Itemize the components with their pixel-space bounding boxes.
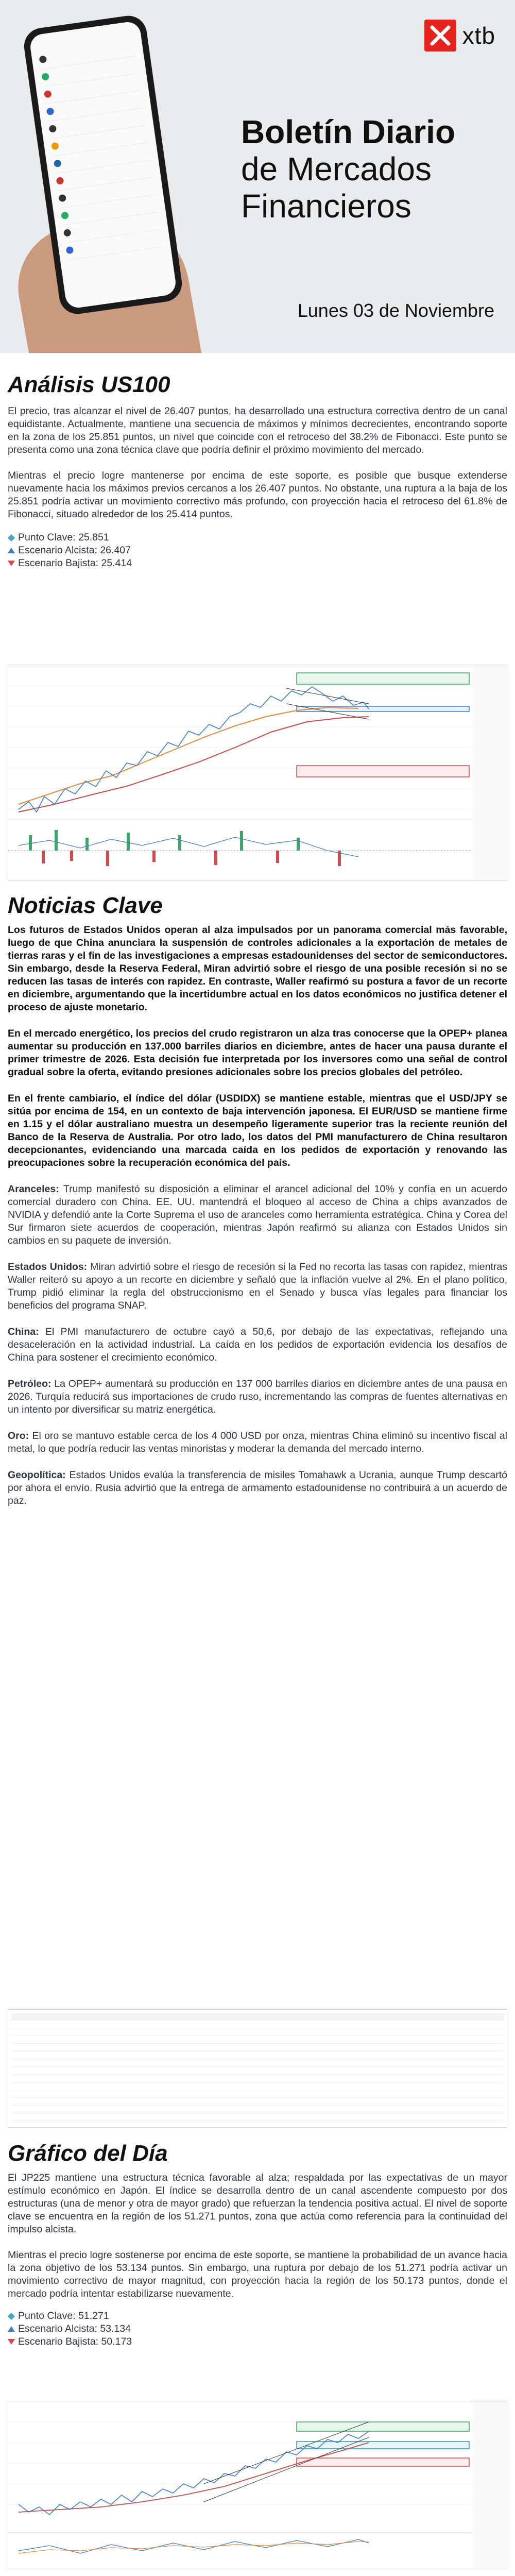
bulletin-date: Lunes 03 de Noviembre bbox=[297, 300, 494, 321]
news-item-text: La OPEP+ aumentará su producción en 137 000 barriles diarios en diciembre antes de una pausa en 2026. Turquía reducirá sus importaciones de crudo ruso, incrementando las compras de fuentes alternativas en un intento por diversificar su matriz energética. bbox=[8, 1378, 507, 1415]
bear-level bbox=[8, 2335, 507, 2348]
news-paragraph-1: Los futuros de Estados Unidos operan al alza impulsados por un panorama comercial más favorable, luego de que China anunciara la suspensión de controles adicionales a la exportación de metales de tierras raras y el fin de las investigaciones a empresas estadounidenses del sector de semiconductores. Sin embargo, desde la Reserva Federal, Miran advirtió sobre el riesgo de una posible recesión si no se reducen las tasas de interés con rapidez. En contraste, Waller reafirmó su postura a favor de un recorte en diciembre, argumentando que la incertidumbre actual en los datos económicos no justifica detener el proceso de ajuste monetario. bbox=[8, 924, 507, 1013]
news-item bbox=[8, 1378, 507, 1416]
bulletin-title bbox=[241, 113, 509, 225]
us100-chart bbox=[8, 665, 507, 881]
phone-illustration bbox=[21, 5, 227, 353]
news-item-lead: China: bbox=[8, 1326, 39, 1337]
news-title: Noticias Clave bbox=[8, 893, 163, 918]
news-item bbox=[8, 1261, 507, 1312]
chart-of-day-paragraph-1: El JP225 mantiene una estructura técnica favorable al alza; respaldada por las expectativas de un mayor estímulo económico en Japón. El índice se desarrolla dentro de un canal ascendente compuesto por dos estructuras (una de menor y otra de mayor grado) que refuerzan la tendencia positiva actual. El nivel de soporte clave se encuentra en la región de los 51.271 puntos, zona que actúa como referencia para la continuidad del impulso alcista. bbox=[8, 2172, 507, 2235]
key-level-icon bbox=[8, 534, 15, 541]
chart-of-day-title: Gráfico del Día bbox=[8, 2141, 168, 2166]
news-item bbox=[8, 1430, 507, 1455]
title-line-1: Boletín Diario bbox=[241, 113, 456, 150]
news-item-text: Estados Unidos evalúa la transferencia de misiles Tomahawk a Ucrania, aunque Trump descartó por ahora el envío. Rusia advirtió que la entrega de armamento estadounidense no contribuirá a un acuerdo de paz. bbox=[8, 1469, 507, 1506]
title-line-2: de Mercados bbox=[241, 150, 432, 188]
arrow-down-icon bbox=[8, 2339, 15, 2345]
news-item-lead: Aranceles: bbox=[8, 1183, 59, 1195]
analysis-title: Análisis US100 bbox=[8, 372, 170, 397]
bull-level-text: Escenario Alcista: 53.134 bbox=[18, 2323, 131, 2334]
key-level bbox=[8, 2310, 507, 2323]
news-item-text: El PMI manufacturero de octubre cayó a 50,6, por debajo de las expectativas, reflejando una desaceleración en la actividad industrial. La caída en los pedidos de exportación evidencia los desafíos de China para sostener el crecimiento económico. bbox=[8, 1326, 507, 1363]
xtb-logo bbox=[424, 20, 495, 52]
news-item bbox=[8, 1469, 507, 1507]
jp225-chart-svg bbox=[8, 2401, 507, 2568]
key-level bbox=[8, 531, 507, 544]
news-item bbox=[8, 1183, 507, 1247]
header-banner bbox=[0, 0, 515, 353]
news-item-text: El oro se mantuvo estable cerca de los 4 000 USD por onza, mientras China eliminó su incentivo fiscal al metal, lo que podría reducir las ventas minoristas y moderar la demanda del mercado interno. bbox=[8, 1430, 507, 1454]
bull-level bbox=[8, 2323, 507, 2335]
chart-of-day-section bbox=[8, 2141, 507, 2348]
arrow-up-icon bbox=[8, 548, 15, 553]
us100-chart-svg bbox=[8, 665, 507, 880]
news-item-text: Trump manifestó su disposición a eliminar el arancel adicional del 10% y confía en un acuerdo comercial duradero con China. EE. UU. mantendrá el bloqueo al acceso de China a chips avanzados de NVIDIA y defendió ante la Corte Suprema el uso de aranceles como herramienta estratégica. China y Corea del Sur firmaron siete acuerdos de cooperación, mientras Japón reafirmó su alianza con Estados Unidos sin cambios en su paquete de inversión. bbox=[8, 1183, 507, 1246]
news-section bbox=[8, 893, 507, 1507]
news-item-lead: Petróleo: bbox=[8, 1378, 52, 1389]
jp225-chart bbox=[8, 2401, 507, 2568]
brand-name: xtb bbox=[462, 22, 495, 49]
bull-level-text: Escenario Alcista: 26.407 bbox=[18, 545, 131, 556]
analysis-paragraph-2: Mientras el precio logre mantenerse por encima de este soporte, es posible que busque extenderse nuevamente hacia los máximos previos cercanos a los 26.407 puntos. No obstante, una ruptura a la baja de los 25.851 podría activar un movimiento correctivo más profundo, con proyección hacia el retroceso del 61.8% de Fibonacci, situado alrededor de los 25.414 puntos. bbox=[8, 470, 507, 520]
news-item-lead: Oro: bbox=[8, 1430, 29, 1442]
news-item-lead: Geopolítica: bbox=[8, 1469, 66, 1481]
key-level-icon bbox=[8, 2312, 15, 2319]
title-line-3: Financieros bbox=[241, 188, 411, 225]
news-item-text: Miran advirtió sobre el riesgo de recesión si la Fed no recorta las tasas con rapidez, mientras Waller reiteró su apoyo a un recorte en diciembre y señaló que la inflación vuelve al 2%. En el plano político, Trump pidió eliminar la regla del obstruccionismo en el Senado y busca vías legales para financiar los beneficios del programa SNAP. bbox=[8, 1261, 507, 1311]
news-item-lead: Estados Unidos: bbox=[8, 1261, 88, 1273]
bear-level-text: Escenario Bajista: 50.173 bbox=[18, 2336, 132, 2347]
bear-level bbox=[8, 557, 507, 570]
chart-of-day-paragraph-2: Mientras el precio logre sostenerse por encima de este soporte, se mantiene la probabilidad de un avance hacia la zona objetivo de los 53.134 puntos. Sin embargo, una ruptura por debajo de los 51.271 podría activar un movimiento correctivo de mayor magnitud, con proyección hacia la región de los 50.173 puntos, donde el mercado podría intentar estabilizarse nuevamente. bbox=[8, 2249, 507, 2299]
news-item bbox=[8, 1326, 507, 1364]
news-paragraph-2: En el mercado energético, los precios del crudo registraron un alza tras conocerse que la OPEP+ planea aumentar su producción en 137.000 barriles diarios en diciembre, antes de hacer una pausa durante el primer trimestre de 2026. Esta decisión fue interpretada por los inversores como una señal de control gradual sobre la oferta, evitando presiones adicionales sobre los precios globales del petróleo. bbox=[8, 1028, 507, 1078]
key-level-text: Punto Clave: 25.851 bbox=[18, 532, 109, 543]
analysis-section bbox=[8, 372, 507, 570]
xtb-x-icon bbox=[424, 20, 456, 52]
chart-of-day-levels bbox=[8, 2310, 507, 2348]
bull-level bbox=[8, 544, 507, 557]
arrow-up-icon bbox=[8, 2326, 15, 2332]
economic-calendar-image bbox=[8, 2009, 507, 2128]
bear-level-text: Escenario Bajista: 25.414 bbox=[18, 557, 132, 569]
analysis-paragraph-1: El precio, tras alcanzar el nivel de 26.407 puntos, ha desarrollado una estructura correctiva dentro de un canal equidistante. Actualmente, mantiene una secuencia de máximos y mínimos decrecientes, encontrando soporte en la zona de los 25.851 puntos, un nivel que coincide con el retroceso del 38.2% de Fibonacci. Este punto se presenta como una zona técnica clave que podría definir el próximo movimiento del mercado. bbox=[8, 405, 507, 455]
key-level-text: Punto Clave: 51.271 bbox=[18, 2310, 109, 2321]
analysis-levels bbox=[8, 531, 507, 570]
arrow-down-icon bbox=[8, 561, 15, 566]
news-paragraph-3: En el frente cambiario, el índice del dólar (USDIDX) se mantiene estable, mientras que el USD/JPY se sitúa por encima de 154, en un contexto de baja intervención japonesa. El EUR/USD se mantiene firme en 1.15 y el dólar australiano muestra un desempeño ligeramente superior tras la reciente reunión del Banco de la Reserva de Australia. Por otro lado, los datos del PMI manufacturero de China resultaron decepcionantes, evidenciando una marcada caída en los pedidos de exportación y renovando las preocupaciones sobre la recuperación económica del país. bbox=[8, 1093, 507, 1168]
